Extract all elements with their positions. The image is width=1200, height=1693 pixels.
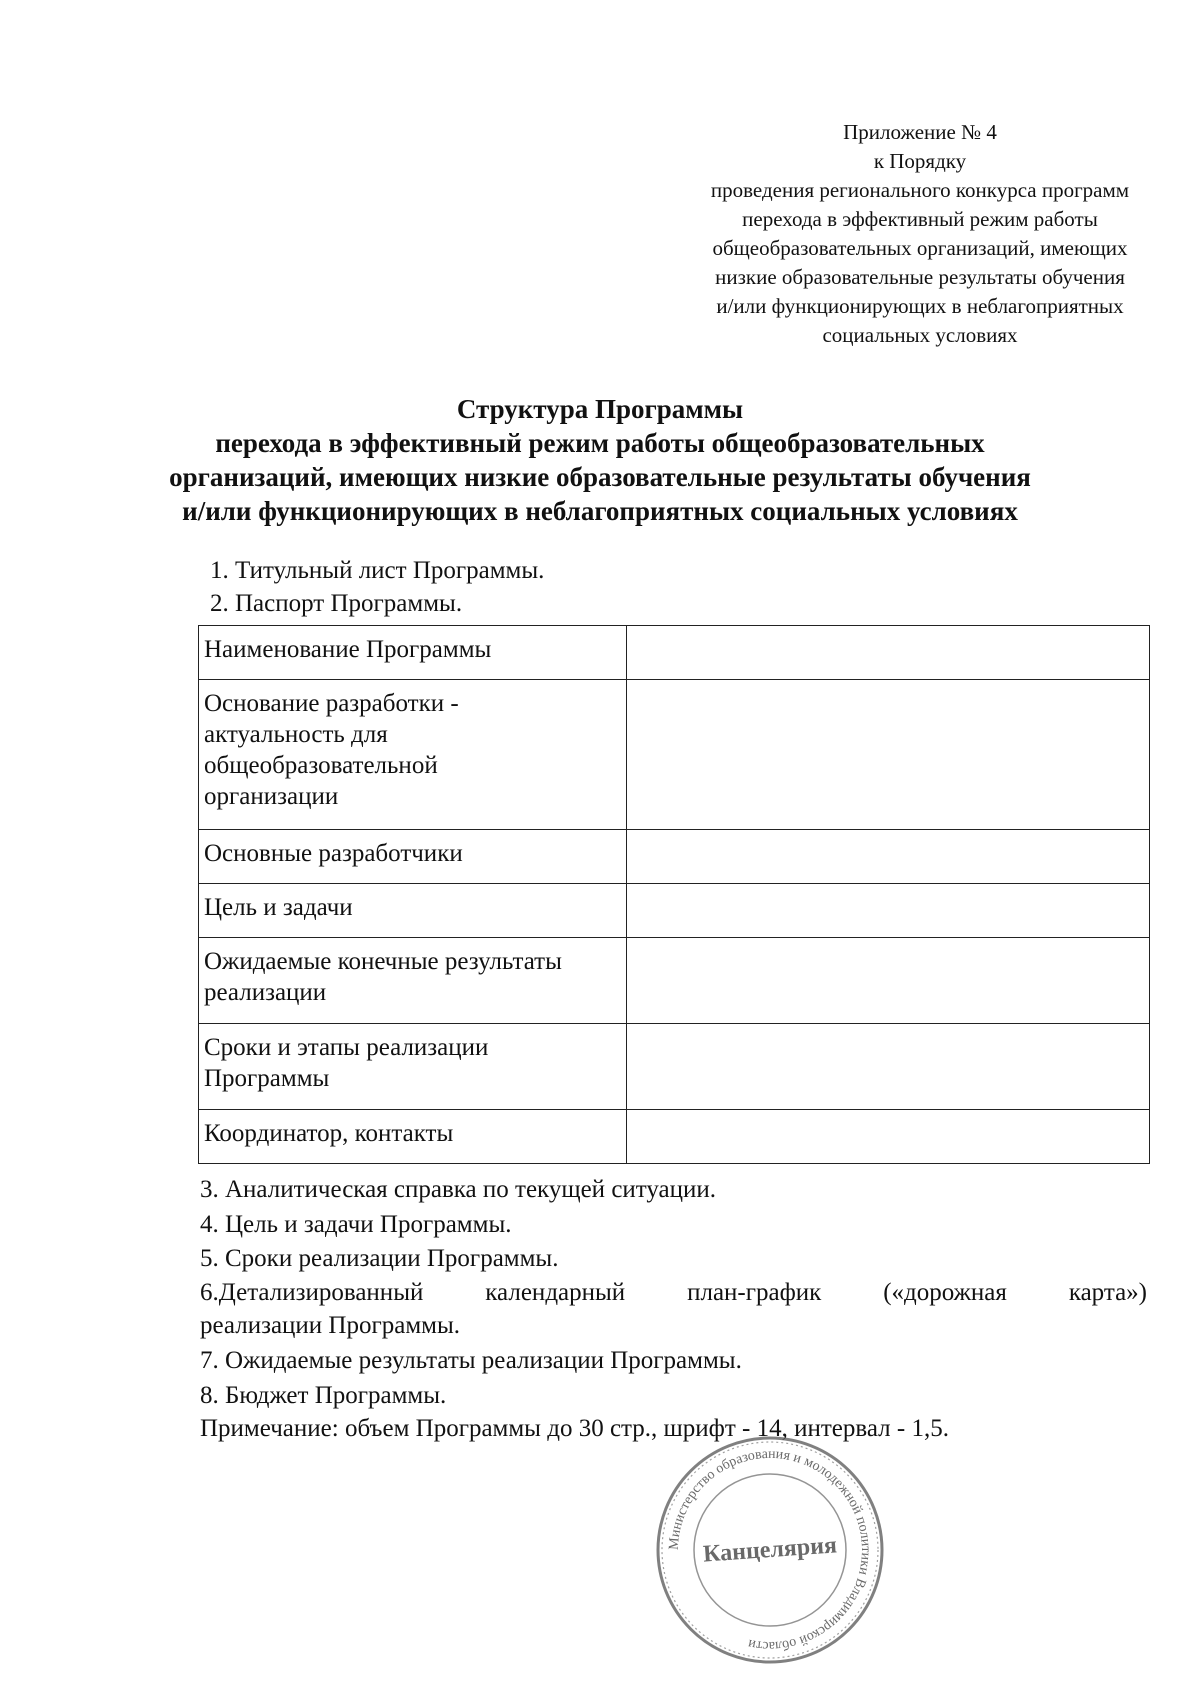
roadmap-word: 6.Детализированный [200, 1279, 424, 1306]
table-cell-value [627, 830, 1150, 884]
roadmap-word: («дорожная [883, 1279, 1007, 1306]
passport-table [198, 625, 1150, 1164]
list-item-roadmap [200, 1277, 1147, 1309]
table-row [199, 830, 1150, 884]
table-cell-value [627, 626, 1150, 680]
list-item-goals: 4. Цель и задачи Программы. [200, 1211, 512, 1238]
note-text: Примечание: объем Программы до 30 стр., шрифт - 14, интервал - 1,5. [200, 1415, 949, 1442]
table-cell-value [627, 1110, 1150, 1164]
table-row [199, 1110, 1150, 1164]
roadmap-word: план-график [687, 1279, 822, 1306]
table-cell-label: Координатор, контакты [199, 1110, 627, 1164]
appendix-line: перехода в эффективный режим работы [742, 207, 1098, 231]
stamp-center-text: Канцелярия [702, 1532, 838, 1568]
label-line: реализации [204, 979, 327, 1006]
stamp-ring-text: Министерство образования и молодежной политики Владимирской области [666, 1446, 874, 1654]
label-line: Основание разработки - [204, 690, 459, 717]
list-item-results: 7. Ожидаемые результаты реализации Программы. [200, 1347, 742, 1374]
list-item-terms: 5. Сроки реализации Программы. [200, 1245, 559, 1272]
appendix-line: проведения регионального конкурса программ [710, 178, 1130, 202]
appendix-line: низкие образовательные результаты обучения [715, 265, 1125, 289]
table-cell-value [627, 884, 1150, 938]
list-item-passport: 2. Паспорт Программы. [210, 590, 463, 617]
table-row [199, 626, 1150, 680]
table-cell-label [199, 938, 627, 1024]
list-item-budget: 8. Бюджет Программы. [200, 1382, 447, 1409]
stamp-seal [650, 1430, 890, 1670]
table-cell-value [627, 938, 1150, 1024]
list-item-title-page: 1. Титульный лист Программы. [210, 557, 545, 584]
title-line: организаций, имеющих низкие образовательные результаты обучения [169, 462, 1031, 492]
table-row [199, 938, 1150, 1024]
title-line: перехода в эффективный режим работы общеобразовательных [215, 428, 985, 458]
label-line: Программы [204, 1065, 330, 1092]
label-line: общеобразовательной [204, 752, 438, 779]
table-cell-value [627, 680, 1150, 830]
table-row [199, 680, 1150, 830]
title-line: Структура Программы [456, 394, 744, 424]
table-row [199, 884, 1150, 938]
label-line: Ожидаемые конечные результаты [204, 948, 562, 975]
table-cell-label: Наименование Программы [199, 626, 627, 680]
table-cell-label: Основные разработчики [199, 830, 627, 884]
list-item-analysis: 3. Аналитическая справка по текущей ситуации. [200, 1176, 717, 1203]
label-line: Сроки и этапы реализации [204, 1034, 489, 1061]
roadmap-word: карта») [1068, 1279, 1147, 1306]
table-cell-label [199, 680, 627, 830]
table-cell-value [627, 1024, 1150, 1110]
title-line: и/или функционирующих в неблагоприятных социальных условиях [182, 496, 1018, 526]
appendix-line: к Порядку [873, 149, 967, 173]
list-item-roadmap-cont: реализации Программы. [200, 1312, 461, 1339]
table-cell-label [199, 1024, 627, 1110]
appendix-line: общеобразовательных организаций, имеющих [712, 236, 1128, 260]
label-line: актуальность для [204, 721, 388, 748]
table-row [199, 1024, 1150, 1110]
document-title [150, 392, 1050, 528]
appendix-line: Приложение № 4 [843, 120, 997, 144]
appendix-header [660, 118, 1180, 350]
appendix-line: и/или функционирующих в неблагоприятных [716, 294, 1124, 318]
appendix-line: социальных условиях [822, 323, 1018, 347]
roadmap-word: календарный [485, 1279, 626, 1306]
table-cell-label: Цель и задачи [199, 884, 627, 938]
label-line: организации [204, 783, 339, 810]
